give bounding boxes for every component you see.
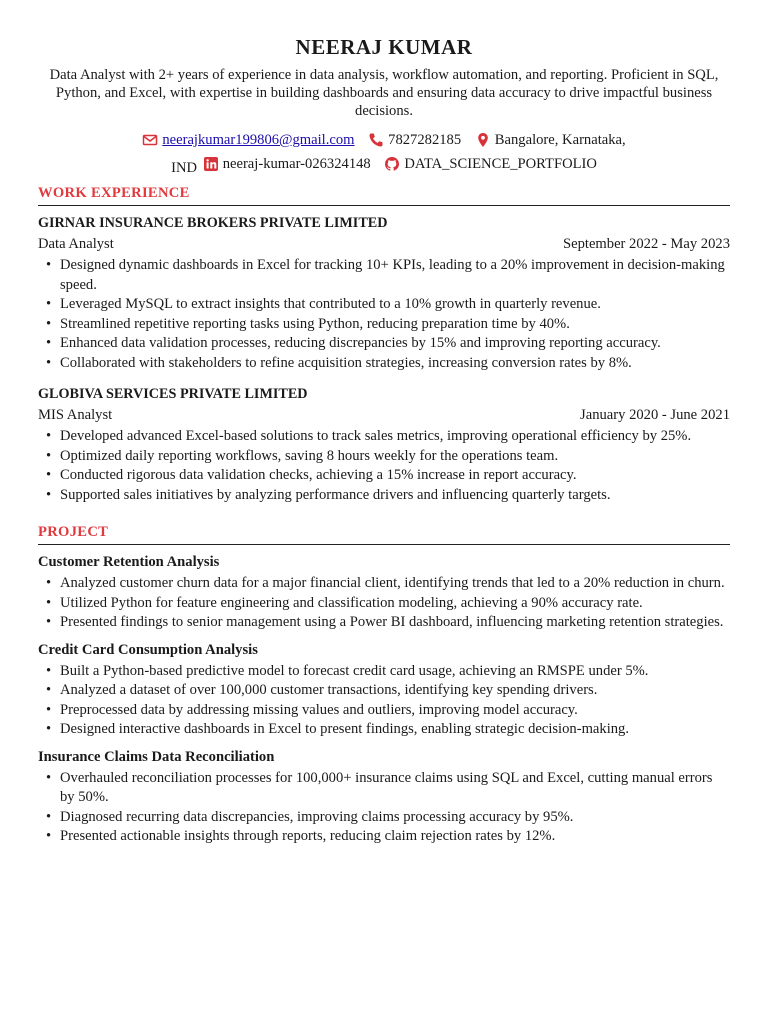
linkedin-handle[interactable]: neeraj-kumar-026324148 xyxy=(222,156,371,172)
job-role: MIS Analyst xyxy=(38,407,113,423)
job-role-row xyxy=(38,406,730,425)
linkedin-contact[interactable] xyxy=(203,154,371,174)
list-item: • Designed interactive dashboards in Excel to present findings, enabling strategic decision-making. xyxy=(38,720,730,740)
project-bullets xyxy=(38,769,730,847)
list-item: • Optimized daily reporting workflows, saving 8 hours weekly for the operations team. xyxy=(38,447,730,467)
contact-row-1 xyxy=(38,130,730,154)
project-title: Insurance Claims Data Reconciliation xyxy=(38,748,275,765)
email-contact[interactable] xyxy=(142,130,354,150)
list-item: • Analyzed customer churn data for a major financial client, identifying trends that led to a 20% reduction in churn. xyxy=(38,574,730,594)
job-role: Data Analyst xyxy=(38,236,114,252)
project-title: Credit Card Consumption Analysis xyxy=(38,641,258,658)
job-entry xyxy=(38,385,730,505)
phone-contact xyxy=(368,130,461,150)
job-dates: January 2020 - June 2021 xyxy=(580,407,730,423)
list-item: • Presented findings to senior management using a Power BI dashboard, influencing marketing retention strategies. xyxy=(38,613,730,633)
contact-info xyxy=(38,130,730,178)
location-contact xyxy=(475,130,626,150)
envelope-icon xyxy=(142,132,158,148)
list-item: • Conducted rigorous data validation checks, achieving a 15% increase in report accuracy. xyxy=(38,466,730,486)
list-item: • Overhauled reconciliation processes for 100,000+ insurance claims using SQL and Excel, cutting manual errors by 50%. xyxy=(38,769,730,808)
location-text: Bangalore, Karnataka, xyxy=(494,132,626,148)
project-heading: PROJECT xyxy=(38,523,730,545)
country-contact xyxy=(171,158,197,178)
list-item: • Preprocessed data by addressing missing values and outliers, improving model accuracy. xyxy=(38,701,730,721)
project-entry xyxy=(38,748,730,847)
job-entry xyxy=(38,214,730,373)
project-title: Customer Retention Analysis xyxy=(38,554,220,570)
contact-row-2 xyxy=(38,154,730,178)
project-entry xyxy=(38,641,730,740)
email-link[interactable]: neerajkumar199806@gmail.com xyxy=(162,132,355,148)
list-item: • Utilized Python for feature engineering and classification modeling, achieving a 90% accuracy rate. xyxy=(38,594,730,614)
project-bullets xyxy=(38,662,730,740)
list-item: • Presented actionable insights through reports, reducing claim rejection rates by 12%. xyxy=(38,827,730,847)
list-item: • Designed dynamic dashboards in Excel for tracking 10+ KPIs, leading to a 20% improvement in decision-making speed. xyxy=(38,256,730,295)
profile-summary: Data Analyst with 2+ years of experience in data analysis, workflow automation, and reporting. Proficient in SQL, Python, and Excel, with expertise in building dashboards and ensuring data accuracy to drive impactful business decisions. xyxy=(49,67,719,119)
phone-icon xyxy=(368,132,384,148)
project-entry xyxy=(38,553,730,633)
list-item: • Streamlined repetitive reporting tasks using Python, reducing preparation time by 40%. xyxy=(38,315,730,335)
list-item: • Developed advanced Excel-based solutions to track sales metrics, improving operational efficiency by 25%. xyxy=(38,427,730,447)
list-item: • Built a Python-based predictive model to forecast credit card usage, achieving an RMSPE under 5%. xyxy=(38,662,730,682)
phone-number: 7827282185 xyxy=(388,132,462,148)
list-item: • Diagnosed recurring data discrepancies, improving claims processing accuracy by 95%. xyxy=(38,808,730,828)
map-pin-icon xyxy=(475,132,491,148)
job-dates: September 2022 - May 2023 xyxy=(563,236,730,252)
country-text: IND xyxy=(171,160,198,176)
work-experience-heading: WORK EXPERIENCE xyxy=(38,184,730,206)
resume-page xyxy=(38,34,730,847)
list-item: • Collaborated with stakeholders to refine acquisition strategies, increasing conversion rates by 8%. xyxy=(38,354,730,374)
list-item: • Analyzed a dataset of over 100,000 customer transactions, identifying key spending drivers. xyxy=(38,681,730,701)
portfolio-link[interactable]: DATA_SCIENCE_PORTFOLIO xyxy=(404,156,597,172)
list-item: • Supported sales initiatives by analyzing performance drivers and influencing quarterly targets. xyxy=(38,486,730,506)
job-role-row xyxy=(38,235,730,254)
github-icon xyxy=(384,156,400,172)
linkedin-icon xyxy=(203,156,219,172)
candidate-name: NEERAJ KUMAR xyxy=(295,35,473,59)
portfolio-contact[interactable] xyxy=(384,154,597,174)
job-bullets xyxy=(38,427,730,505)
job-bullets xyxy=(38,256,730,373)
job-company: GIRNAR INSURANCE BROKERS PRIVATE LIMITED xyxy=(38,215,388,231)
list-item: • Leveraged MySQL to extract insights that contributed to a 10% growth in quarterly revenue. xyxy=(38,295,730,315)
list-item: • Enhanced data validation processes, reducing discrepancies by 15% and improving reporting accuracy. xyxy=(38,334,730,354)
project-bullets xyxy=(38,574,730,633)
job-company: GLOBIVA SERVICES PRIVATE LIMITED xyxy=(38,386,308,402)
